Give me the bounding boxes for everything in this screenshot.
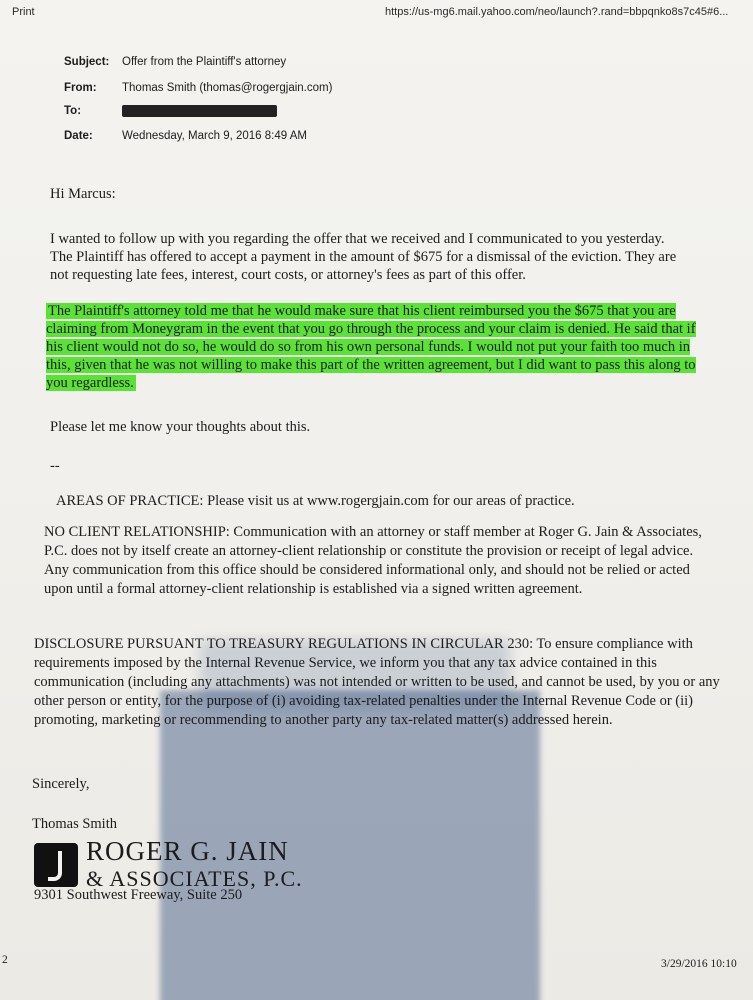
paragraph-thoughts: Please let me know your thoughts about this. [50,419,311,435]
signer-name: Thomas Smith [32,816,117,832]
from-label: From: [64,82,97,94]
firm-logo-mark-icon [34,843,78,887]
from-value: Thomas Smith (thomas@rogergjain.com) [122,82,333,94]
from-row [64,82,332,94]
print-timestamp: 3/29/2016 10:10 [661,958,737,970]
firm-name-line2: & ASSOCIATES, P.C. [86,866,303,891]
paragraph-highlighted [46,302,706,392]
firm-address: 9301 Southwest Freeway, Suite 250 [34,887,243,903]
redacted-recipient [122,105,277,117]
to-row [64,105,277,117]
print-url: https://us-mg6.mail.yahoo.com/neo/launch?.rand=bbpqnko8s7c45#6... [385,6,729,18]
firm-logo-text [86,837,303,893]
page-number: 2 [2,954,8,966]
date-row [64,130,307,142]
no-client-relationship: NO CLIENT RELATIONSHIP: Communication with an attorney or staff member at Roger G. Jain & Associates, P.C. does not by itself create an attorney-client relationship or constitute the provision or receipt of legal advice. Any communication from this office should be considered informational only, and should not be relied or acted upon until a formal attorney-client relationship is established via a signed written agreement. [44,524,702,597]
areas-of-practice: AREAS OF PRACTICE: Please visit us at www.rogergjain.com for our areas of practice. [56,493,575,509]
highlighted-text: The Plaintiff's attorney told me that he would make sure that his client reimbursed you the $675 that you are claiming from Moneygram in the event that you go through the process and your claim is denied. He said that if his client would not do so, he would do so from his own personal funds. I would not put your faith too much in this, given that he was not willing to make this part of the written agreement, but I did want to pass this along to you regardless. [46,303,696,391]
date-label: Date: [64,130,93,142]
print-label: Print [12,6,35,18]
to-label: To: [64,105,82,118]
subject-value: Offer from the Plaintiff's attorney [122,56,287,68]
subject-row [64,56,286,68]
greeting: Hi Marcus: [50,186,116,202]
firm-logo [34,837,303,893]
separator: -- [50,458,60,474]
disclosure-circular-230: DISCLOSURE PURSUANT TO TREASURY REGULATIONS IN CIRCULAR 230: To ensure compliance with requirements imposed by the Internal Revenue Service, we inform you that any tax advice contained in this communication (including any attachments) was not intended or written to be used, and cannot be used, by you or any other person or entity, for the purpose of (i) avoiding tax-related penalties under the Internal Revenue Code or (ii) promoting, marketing or recommending to another party any tax-related matter(s) addressed herein. [34,636,720,728]
paragraph-offer: I wanted to follow up with you regarding the offer that we received and I communicated to you yesterday. The Plaintiff has offered to accept a payment in the amount of $675 for a dismissal of the eviction. They are not requesting late fees, interest, court costs, or attorney's fees as part of this offer. [50,231,677,283]
closing: Sincerely, [32,776,90,792]
firm-name-line1: ROGER G. JAIN [86,836,289,866]
subject-label: Subject: [64,56,110,68]
date-value: Wednesday, March 9, 2016 8:49 AM [122,130,307,142]
